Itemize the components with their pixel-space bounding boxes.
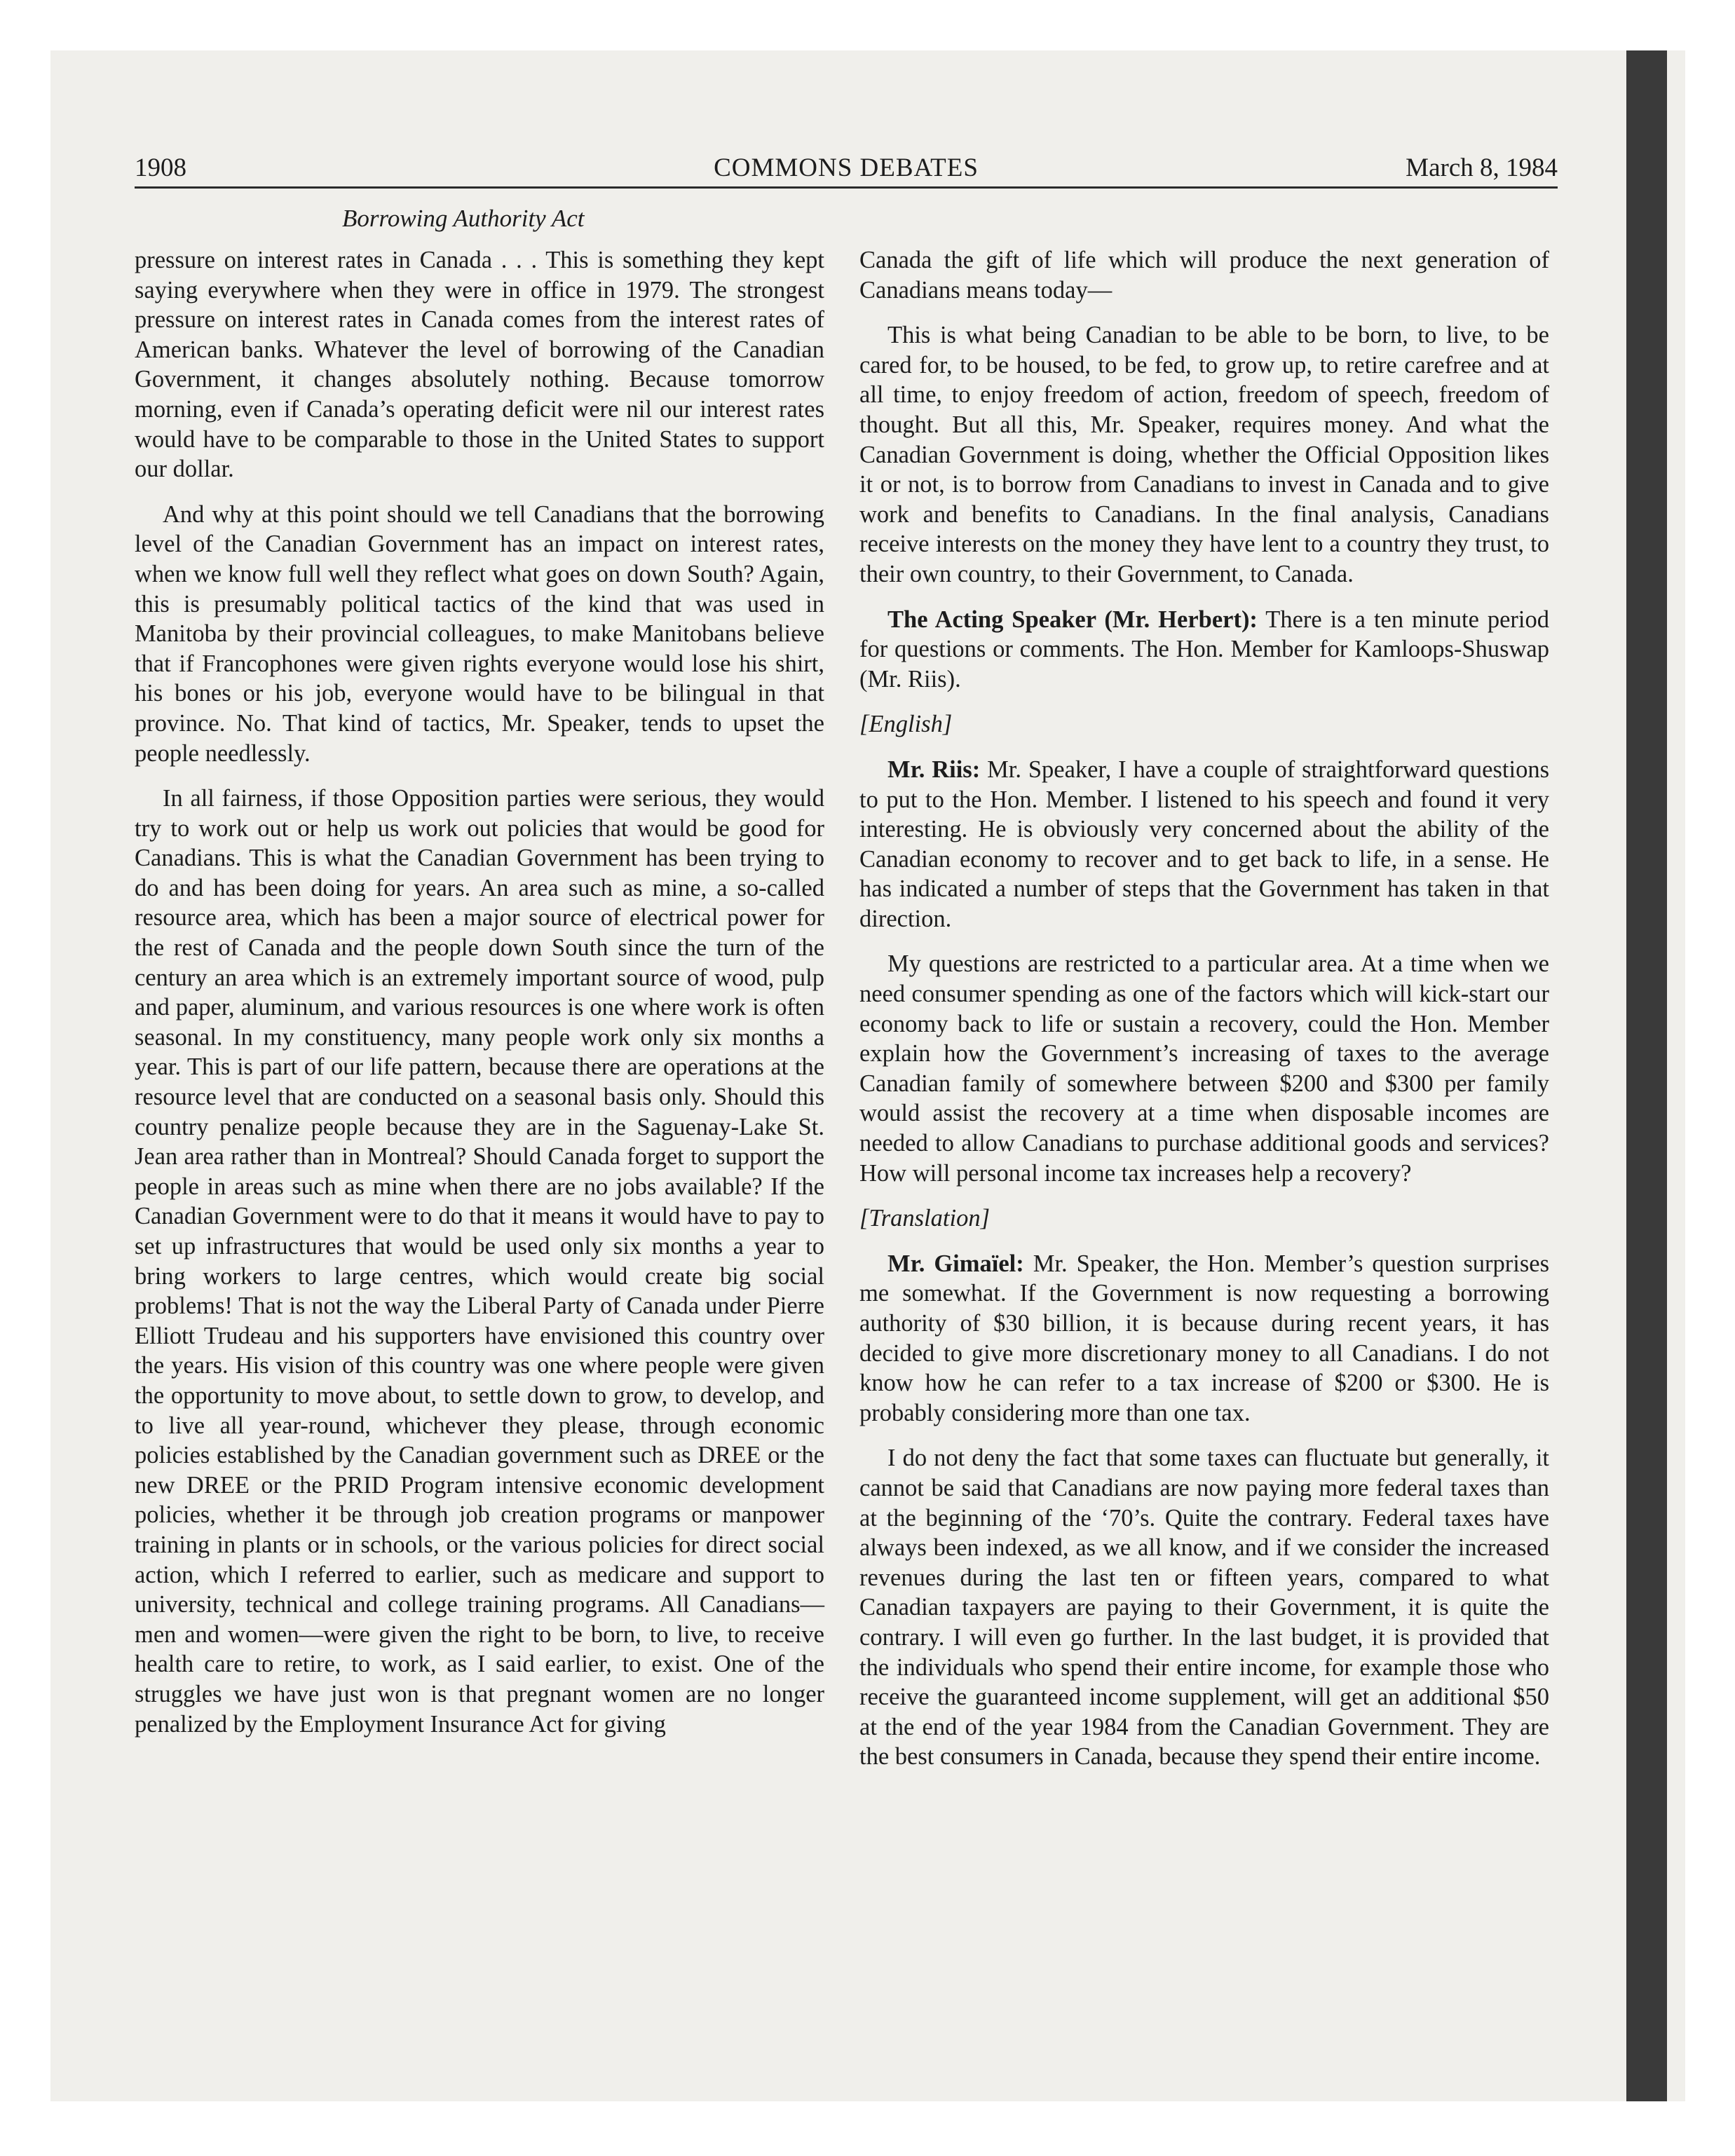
- header-rule: [135, 186, 1558, 189]
- page-number: 1908: [135, 153, 186, 182]
- speaker-paragraph: [859, 605, 1549, 695]
- paragraph: This is what being Canadian to be able to be born, to live, to be cared for, to be housed, to be fed, to grow up, to retire carefree and at all time, to enjoy freedom of action, freedom of speech, freedom of thought. But all this, Mr. Speaker, requires money. And what the Canadian Government is doing, whether the Official Opposition likes it or not, is to borrow from Canadians to invest in Canada and to give work and benefits to Canadians. In the final analysis, Canadians receive interests on the money they have lent to a country they trust, to their own country, to their Government, to Canada.: [859, 322, 1549, 587]
- right-column: [859, 245, 1549, 1787]
- speaker-name: Mr. Gimaïel:: [887, 1250, 1024, 1277]
- paragraph: Canada the gift of life which will produce the next generation of Canadians means today—: [859, 247, 1549, 303]
- running-head: Borrowing Authority Act: [342, 205, 585, 232]
- speech-text: There is a ten minute period for questions or comments. The Hon. Member for Kamloops-Shuswap (Mr. Riis).: [859, 606, 1549, 692]
- speaker-paragraph: [859, 755, 1549, 934]
- language-marker: [Translation]: [859, 1205, 990, 1232]
- scan-edge-strip: [1626, 50, 1667, 2101]
- paragraph: And why at this point should we tell Canadians that the borrowing level of the Canadian Government has an impact on interest rates, when we know full well they reflect what goes on down South? Again, this is presumably political tactics of the kind that was used in Manitoba by their provincial colleagues, to make Manitobans believe that if Francophones were given rights everyone would lose his shirt, his bones or his job, everyone would have to be bilingual in that province. No. That kind of tactics, Mr. Speaker, tends to upset the people needlessly.: [135, 500, 824, 767]
- paragraph: In all fairness, if those Opposition parties were serious, they would try to work out or help us work out policies that would be good for Canadians. This is what the Canadian Government has been trying to do and has been doing for years. An area such as mine, a so-called resource area, which has been a major source of electrical power for the rest of Canada and the people down South since the turn of the century an area which is an extremely important source of wood, pulp and paper, aluminum, and various resources is one where work is often seasonal. In my constituency, many people work only six months a year. This is part of our life pattern, because there are operations at the resource level that are conducted on a seasonal basis only. Should this country penalize people because they are in the Saguenay-Lake St. Jean area rather than in Montreal? Should Canada forget to support the people in areas such as mine when there are no jobs available? If the Canadian Government were to do that it means it would have to pay to set up infrastructures that would be used only six months a year to bring workers to large centres, which would create big social problems! That is not the way the Liberal Party of Canada under Pierre Elliott Trudeau and his supporters have envisioned this country over the years. His vision of this country was one where people were given the opportunity to move about, to settle down to grow, to develop, and to live all year-round, whichever they please, through economic policies established by the Canadian government such as DREE or the new DREE or the PRID Program intensive economic development policies, whether it be through job creation programs or manpower training in plants or in schools, or the various policies for direct social action, which I referred to earlier, such as medicare and support to university, technical and college training programs. All Canadians—men and women—were given the right to be born, to live, to receive health care to retire, to work, as I said earlier, to exist. One of the struggles we have just won is that pregnant women are no longer penalized by the Employment Insurance Act for giving: [135, 785, 824, 1738]
- paragraph: pressure on interest rates in Canada . . . This is something they kept saying everywhere when they were in office in 1979. The strongest pressure on interest rates in Canada comes from the interest rates of American banks. Whatever the level of borrowing of the Canadian Government, it changes absolutely nothing. Because tomorrow morning, even if Canada’s operating deficit were nil our interest rates would have to be comparable to those in the United States to support our dollar.: [135, 247, 824, 483]
- paragraph: My questions are restricted to a particular area. At a time when we need consumer spending as one of the factors which will kick-start our economy back to life or sustain a recovery, could the Hon. Member explain how the Government’s increasing of taxes to the average Canadian family of somewhere between $200 and $300 per family would assist the recovery at a time when disposable incomes are needed to allow Canadians to purchase additional goods and services? How will personal income tax increases help a recovery?: [859, 950, 1549, 1187]
- publication-title: COMMONS DEBATES: [714, 153, 979, 182]
- paragraph: I do not deny the fact that some taxes can fluctuate but generally, it cannot be said that Canadians are now paying more federal taxes than at the beginning of the ‘70’s. Quite the contrary. Federal taxes have always been indexed, as we all know, and if we consider the increased revenues during the last ten or fifteen years, compared to what Canadian taxpayers are paying to their Government, it is quite the contrary. I will even go further. In the last budget, it is provided that the individuals who spend their entire income, for example those who receive the guaranteed income supplement, will get an additional $50 at the end of the year 1984 from the Canadian Government. They are the best consumers in Canada, because they spend their entire income.: [859, 1445, 1549, 1770]
- speech-text: Mr. Speaker, the Hon. Member’s question surprises me somewhat. If the Government is now requesting a borrowing authority of $30 billion, it is because during recent years, it has decided to give more discretionary money to all Canadians. I do not know how he can refer to a tax increase of $200 or $300. He is probably considering more than one tax.: [859, 1250, 1549, 1426]
- publication-date: March 8, 1984: [1406, 153, 1558, 182]
- language-marker: [English]: [859, 711, 953, 738]
- page-header: [135, 151, 1558, 185]
- left-column: [135, 245, 824, 1754]
- speaker-name: The Acting Speaker (Mr. Herbert):: [887, 606, 1258, 633]
- speaker-paragraph: [859, 1249, 1549, 1428]
- speech-text: Mr. Speaker, I have a couple of straightforward questions to put to the Hon. Member. I listened to his speech and found it very interesting. He is obviously very concerned about the ability of the Canadian economy to recover and to get back to life, in a sense. He has indicated a number of steps that the Government has taken in that direction.: [859, 756, 1549, 932]
- speaker-name: Mr. Riis:: [887, 756, 981, 783]
